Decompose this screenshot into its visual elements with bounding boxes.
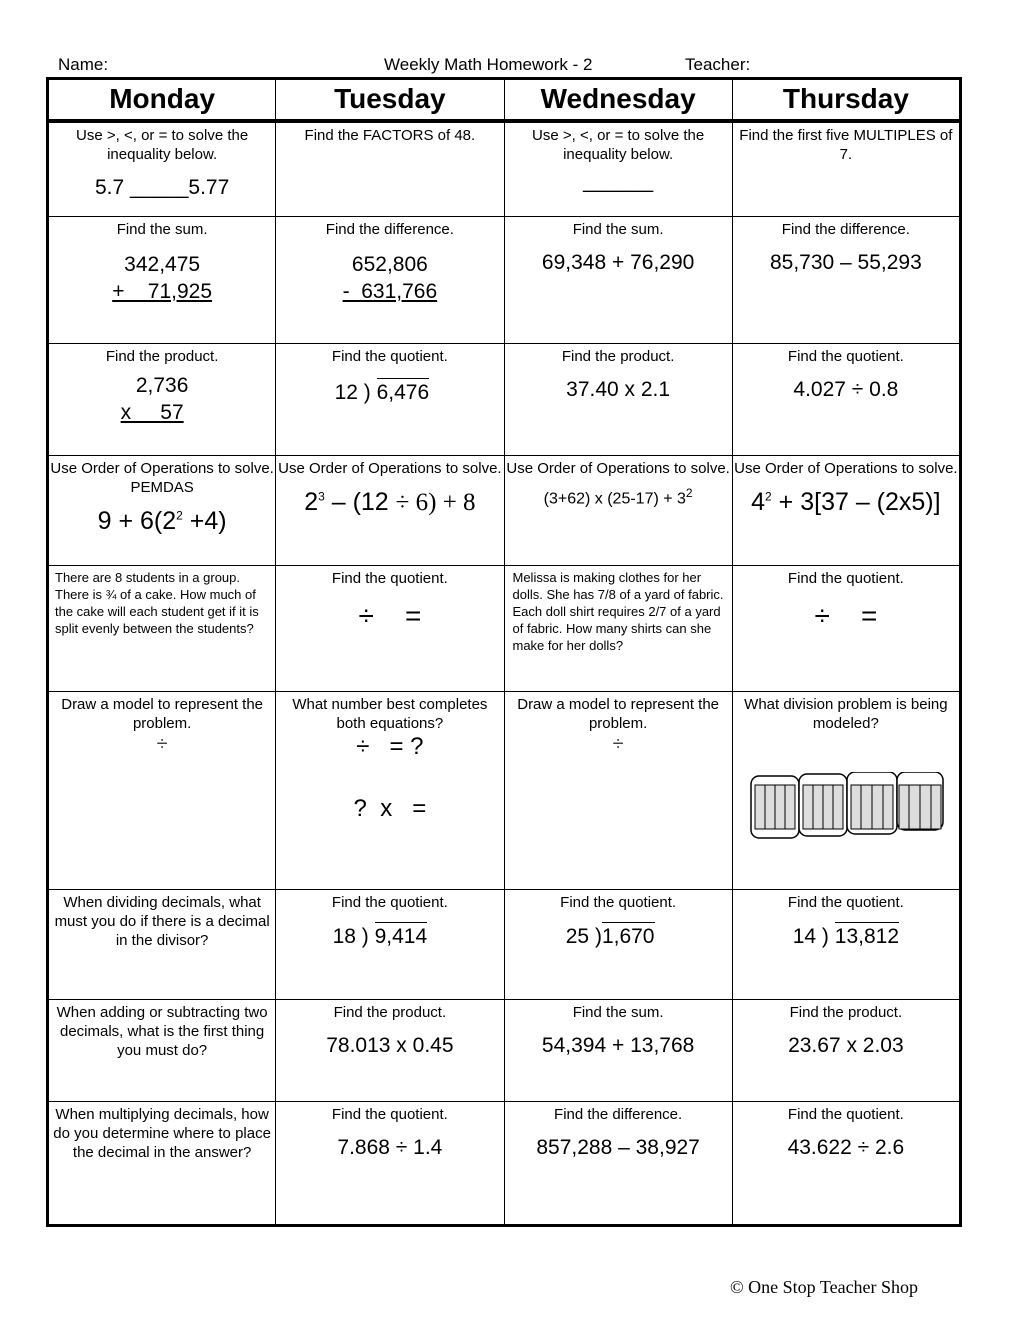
problem-cell[interactable] [276,692,504,890]
instruction: Find the difference. [554,1106,683,1123]
instruction: Find the quotient. [787,570,904,587]
worksheet-title: Weekly Math Homework - 2 [384,55,593,74]
instruction: Use Order of Operations to solve. [278,460,502,477]
bar-group-1 [751,776,799,838]
minuend: 652,806 [351,253,428,276]
bar-group-2 [799,774,847,836]
problem-cell[interactable] [504,890,732,1000]
problem-cell[interactable] [276,456,504,566]
problem-cell[interactable] [504,1000,732,1102]
instruction: When multiplying decimals, how do you determine where to place the decimal in the answer? [53,1106,271,1161]
word-problem: There are 8 students in a group. There is ¾ of a cake. How much of the cake will each student get if it is split evenly between the students? [55,570,259,636]
row-4 [48,456,961,566]
long-division [733,922,959,949]
quotient-problem: 4.027 ÷ 0.8 [793,378,899,401]
expr-part: 9 + 6(2 [97,507,177,535]
instruction: When dividing decimals, what must you do if there is a decimal in the divisor? [54,894,270,949]
quotient-problem: 7.868 ÷ 1.4 [337,1136,443,1159]
problem-cell[interactable] [48,456,276,566]
long-division [489,922,732,949]
instruction: Find the sum. [116,221,208,238]
expr-part: (3+62) x (25-17) + 3 [543,490,686,508]
instruction: Find the FACTORS of 48. [304,126,476,144]
row-2 [48,217,961,344]
quotient-problem: 43.622 ÷ 2.6 [787,1136,905,1159]
instruction: Find the product. [105,348,219,365]
divisor: 18 ) [332,925,369,948]
dividend: 6,476 [377,378,430,405]
instruction: Use Order of Operations to solve. [734,460,958,477]
equation-1: ÷ = ? [356,733,424,760]
factor-2: x 57 [120,401,184,424]
problem-cell[interactable] [504,1102,732,1226]
order-of-ops-problem [276,488,503,517]
exponent: 2 [176,508,183,523]
subtrahend: - 631,766 [342,280,438,303]
problem-cell[interactable] [504,344,732,456]
problem-cell[interactable] [504,456,732,566]
problem-cell[interactable] [732,1000,960,1102]
problem-cell[interactable] [48,890,276,1000]
instruction: Find the sum. [572,221,664,238]
subtraction-problem [276,251,503,305]
product-problem: 37.40 x 2.1 [566,378,671,401]
problem-cell[interactable] [48,1000,276,1102]
problem-cell[interactable] [732,217,960,344]
day-header-tuesday: Tuesday [276,79,504,121]
problem-cell[interactable] [504,217,732,344]
instruction: Find the quotient. [560,894,677,911]
instruction: Find the product. [333,1004,447,1021]
instruction: Find the quotient. [787,1106,904,1123]
day-header-thursday: Thursday [732,79,960,121]
order-of-ops-problem [49,507,275,536]
exponent: 2 [685,486,693,500]
addition-problem [49,251,275,305]
problem-cell[interactable] [276,217,504,344]
bar-group-3 [847,772,897,834]
word-problem: Melissa is making clothes for her dolls. She has 7/8 of a yard of fabric. Each doll shirt requires 2/7 of a yard of fabric. How many shirts can she make for her dolls? [512,570,724,653]
fraction-division: ÷ = [814,600,878,631]
fraction-bar-model [749,772,945,842]
day-header-wednesday: Wednesday [504,79,732,121]
instruction: Find the difference. [781,221,910,238]
problem-cell[interactable] [504,692,732,890]
row-8 [48,1000,961,1102]
instruction: Find the quotient. [787,348,904,365]
instruction: When adding or subtracting two decimals, what is the first thing you must do? [56,1004,268,1059]
sum-problem: 69,348 + 76,290 [541,251,695,274]
problem-cell[interactable] [276,890,504,1000]
row-3 [48,344,961,456]
dividend: 13,812 [835,922,899,949]
difference-problem: 857,288 – 38,927 [536,1136,700,1159]
expr-part: ÷ 6) + 8 [395,489,476,516]
day-header-monday: Monday [48,79,276,121]
problem-cell[interactable] [276,1000,504,1102]
instruction: Find the product. [789,1004,903,1021]
exponent: 3 [318,489,325,504]
problem-cell[interactable] [732,121,960,217]
problem-cell[interactable] [48,121,276,217]
fraction-division: ÷ = [358,600,422,631]
difference-problem: 85,730 – 55,293 [769,251,922,274]
instruction: Use >, <, or = to solve the inequality below. [76,126,249,163]
addend-1: 342,475 [124,253,201,276]
long-division [260,378,503,405]
problem-cell[interactable] [48,1102,276,1226]
inequality-blank: ______ [583,169,654,193]
instruction: Use >, <, or = to solve the inequality below. [532,126,705,163]
homework-grid [46,77,962,1227]
problem-cell[interactable] [504,121,732,217]
problem-cell[interactable] [732,692,960,890]
instruction: Use Order of Operations to solve. PEMDAS [50,460,274,496]
problem-cell[interactable] [48,217,276,344]
row-1 [48,121,961,217]
instruction: Find the sum. [572,1004,664,1021]
instruction: Draw a model to represent the problem. [61,696,264,732]
product-problem: 78.013 x 0.45 [326,1034,454,1057]
long-division [256,922,503,949]
instruction: Find the quotient. [331,348,448,365]
problem-cell[interactable] [732,456,960,566]
product-problem: 23.67 x 2.03 [788,1034,904,1057]
expr-part: – (12 [324,488,396,516]
expr-part: 2 [304,488,319,516]
instruction: Find the quotient. [331,570,448,587]
row-7 [48,890,961,1000]
division-sign: ÷ [156,733,168,755]
expr-part: +4) [182,507,227,535]
sum-problem: 54,394 + 13,768 [541,1034,695,1057]
problem-cell[interactable] [48,566,276,692]
equation-2: ? x = [353,795,427,822]
problem-cell[interactable] [732,890,960,1000]
teacher-label: Teacher: [685,55,751,74]
problem-cell[interactable] [276,566,504,692]
problem-cell[interactable] [276,1102,504,1226]
copyright-footer: © One Stop Teacher Shop [730,1277,919,1297]
order-of-ops-problem [733,488,959,517]
problem-cell[interactable] [732,1102,960,1226]
instruction: What number best completes both equations? [292,696,488,732]
instruction: Find the quotient. [331,1106,448,1123]
instruction: Draw a model to represent the problem. [517,696,720,732]
bar-group-4 [897,772,943,830]
problem-cell[interactable] [732,566,960,692]
problem-cell[interactable] [276,121,504,217]
expr-part: + 3[37 – (2x5)] [771,488,941,516]
instruction: Find the product. [561,348,675,365]
addend-2: + 71,925 [112,280,213,303]
row-6 [48,692,961,890]
exponent: 2 [765,489,772,504]
divisor: 25 ) [565,925,602,948]
multiplication-problem [49,372,275,426]
order-of-ops-problem [505,486,732,508]
dividend: 1,670 [602,922,655,949]
problem-cell[interactable] [504,566,732,692]
problem-cell[interactable] [48,692,276,890]
problem-cell[interactable] [732,344,960,456]
instruction: Find the quotient. [331,894,448,911]
divisor: 14 ) [792,925,829,948]
problem-cell[interactable] [48,344,276,456]
inequality: 5.7 _____5.77 [94,175,230,199]
expr-part: 4 [751,488,766,516]
division-sign: ÷ [612,733,624,755]
worksheet-header [58,55,958,77]
problem-cell[interactable] [276,344,504,456]
divisor: 12 ) [334,381,371,404]
instruction: What division problem is being modeled? [744,696,948,732]
row-9 [48,1102,961,1226]
name-label: Name: [58,55,109,74]
instruction: Find the first five MULTIPLES of 7. [739,126,953,163]
row-5 [48,566,961,692]
factor-1: 2,736 [135,374,189,397]
instruction: Find the quotient. [787,894,904,911]
dividend: 9,414 [375,922,428,949]
instruction: Use Order of Operations to solve. [506,460,730,477]
instruction: Find the difference. [325,221,454,238]
